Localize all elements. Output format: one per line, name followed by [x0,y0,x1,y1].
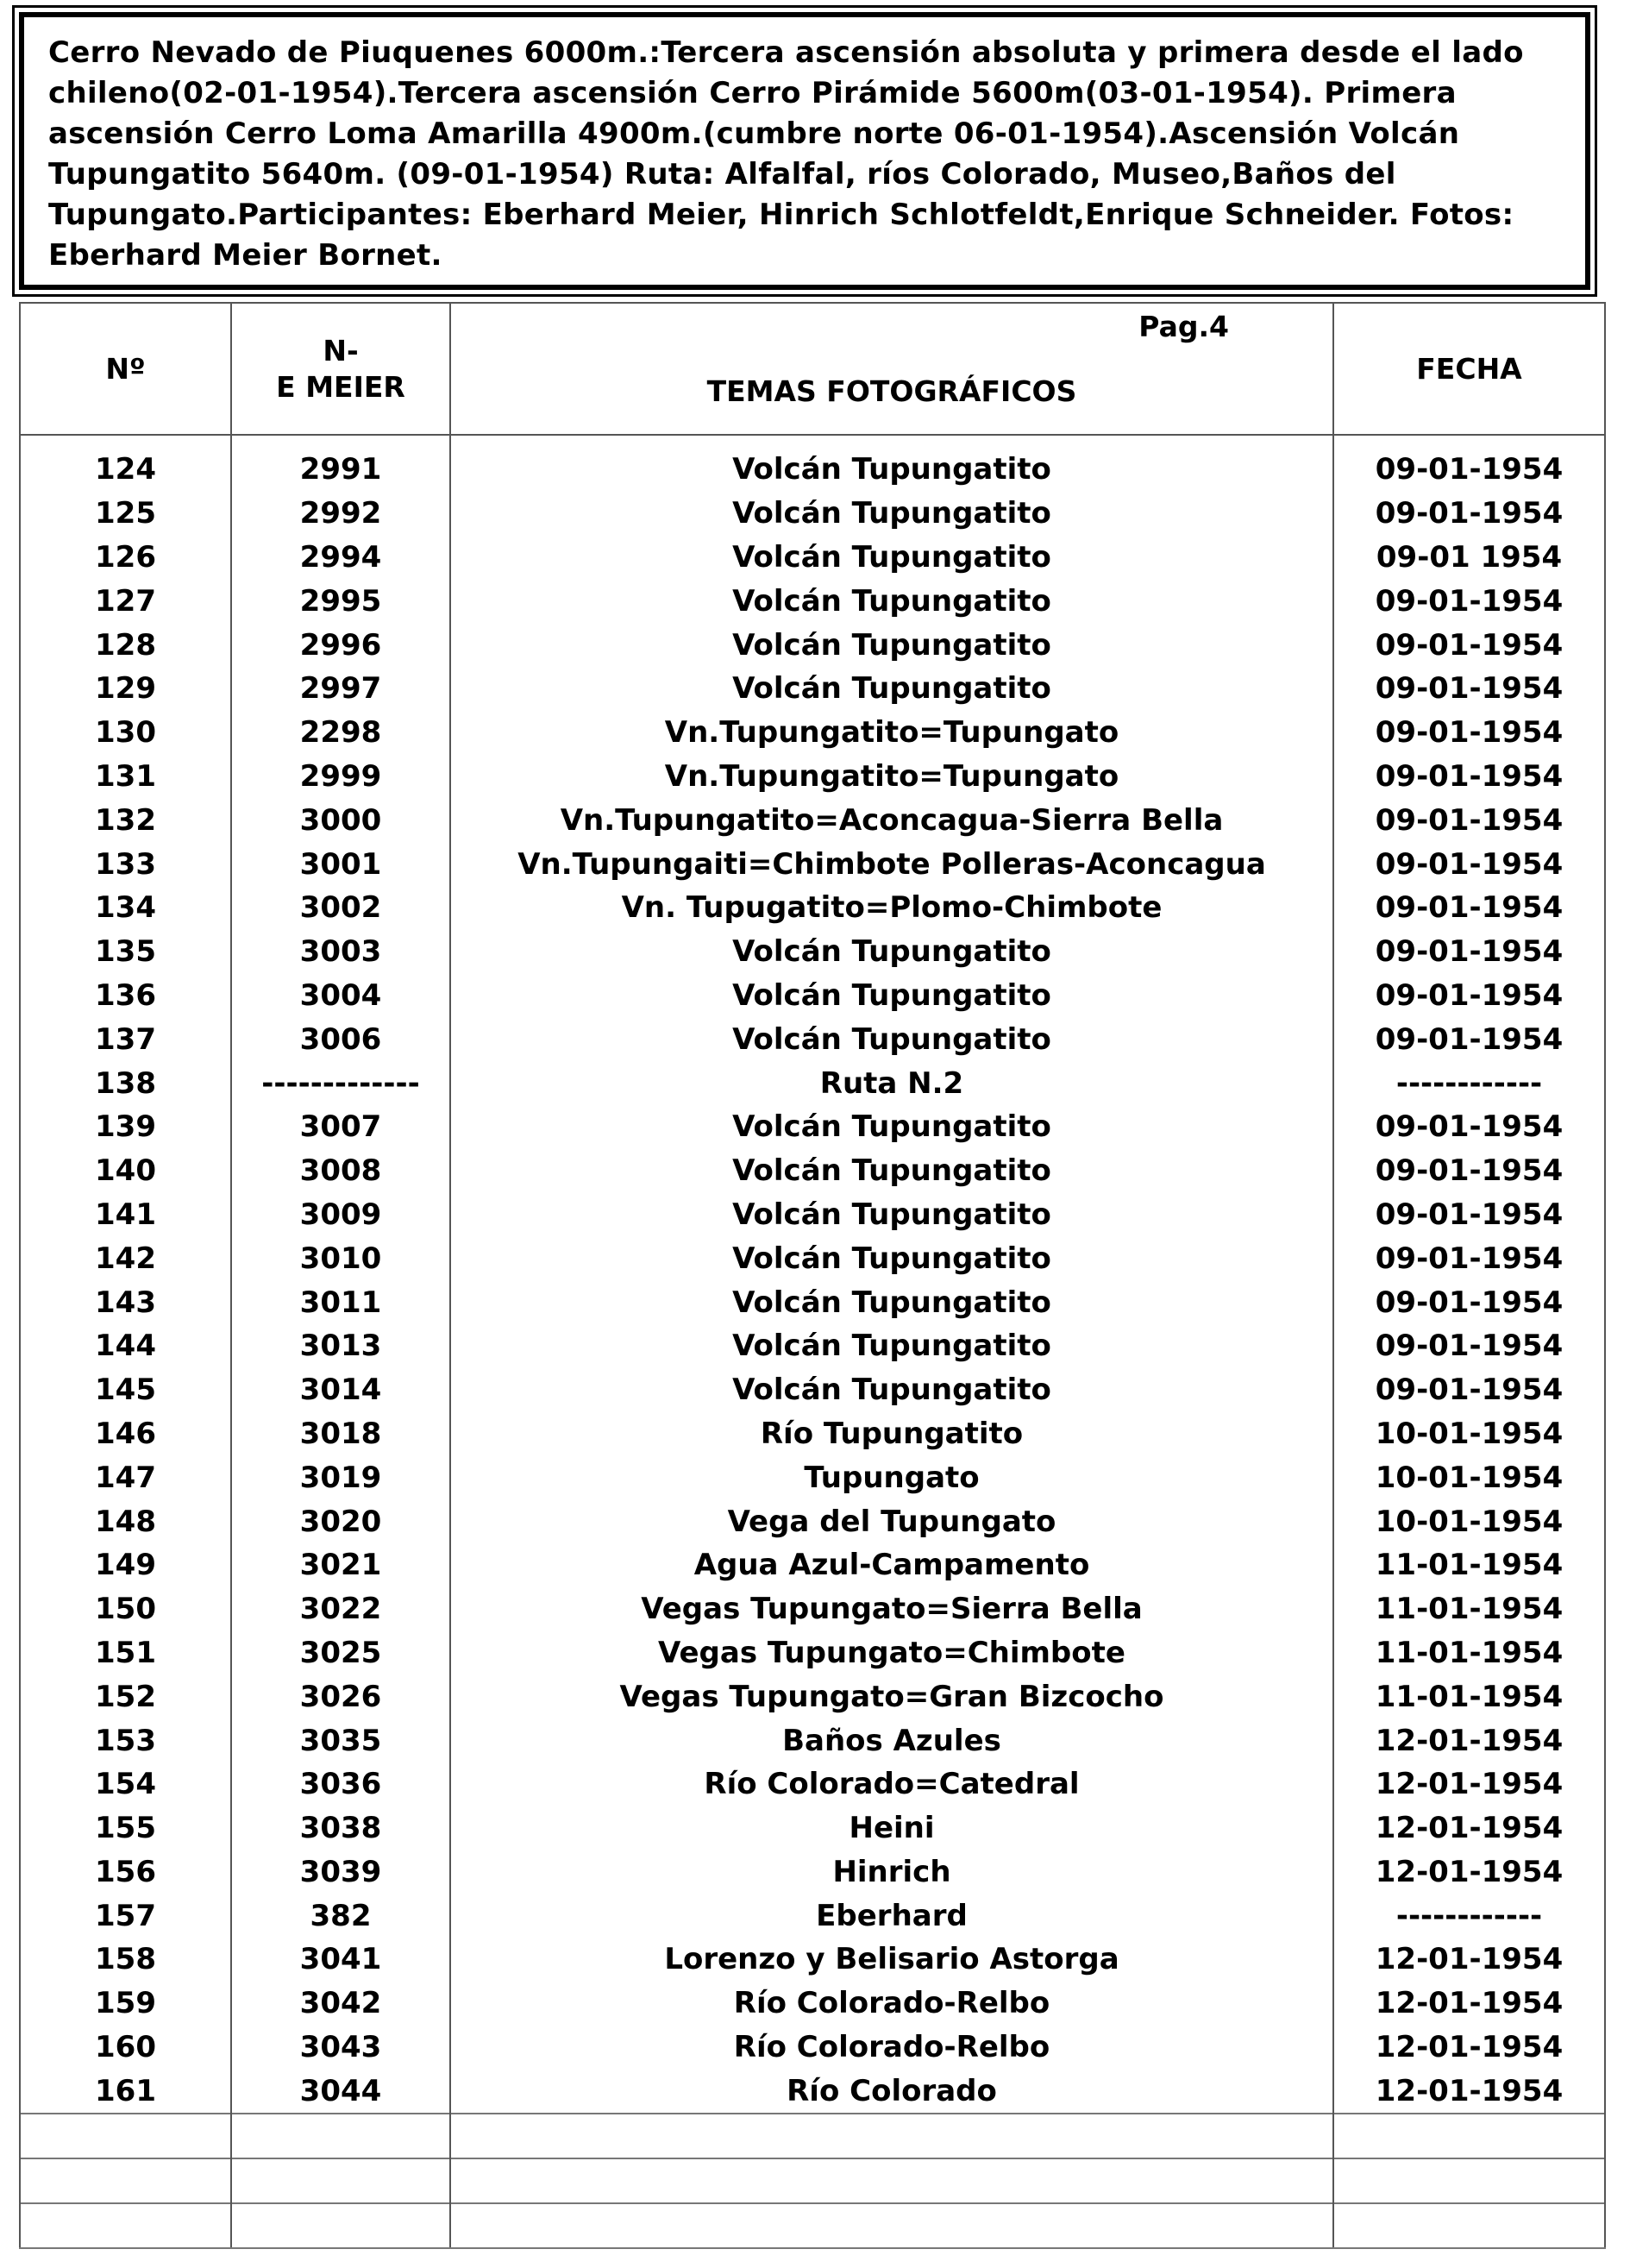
cell-meier-number: 3013 [231,1324,450,1368]
cell-no: 135 [20,930,231,974]
cell-meier-number: 3011 [231,1280,450,1324]
cell-meier-number: 2999 [231,755,450,799]
cell-tema: Vegas Tupungato=Gran Bizcocho [450,1674,1333,1718]
cell-tema: Vn.Tupungatito=Tupungato [450,711,1333,755]
header-line: Tupungatito 5640m. (09-01-1954) Ruta: Alfalfal, ríos Colorado, Museo,Baños del [48,157,1396,192]
cell-tema: Río Colorado-Relbo [450,2026,1333,2070]
header-line: Cerro Nevado de Piuquenes 6000m.:Tercera ascensión absoluta y primera desde el lado [48,35,1524,70]
empty-cell [20,2114,231,2158]
cell-fecha: 12-01-1954 [1333,1762,1605,1806]
cell-no: 147 [20,1455,231,1499]
empty-cell [20,2203,231,2248]
cell-tema: Volcán Tupungatito [450,1149,1333,1193]
table-row [20,1236,1605,1280]
table-row [20,930,1605,974]
empty-cell [231,2114,450,2158]
table-header-row [20,303,1605,435]
table-header [20,303,1605,435]
table-row [20,711,1605,755]
empty-table-row [20,2203,1605,2248]
column-header-temas-label: TEMAS FOTOGRÁFICOS [706,374,1077,408]
cell-no: 127 [20,579,231,623]
table-row [20,1674,1605,1718]
cell-no: 159 [20,1982,231,2026]
cell-meier-number: 2992 [231,492,450,536]
header-line: ascensión Cerro Loma Amarilla 4900m.(cumbre norte 06-01-1954).Ascensión Volcán [48,116,1460,151]
cell-fecha: 09-01-1954 [1333,755,1605,799]
cell-no: 148 [20,1499,231,1543]
spacer-cell [20,435,231,448]
cell-no: 145 [20,1368,231,1412]
cell-tema: Volcán Tupungatito [450,667,1333,711]
cell-no: 134 [20,886,231,930]
cell-no: 126 [20,536,231,580]
table-row [20,1543,1605,1587]
table-row [20,1455,1605,1499]
table-row [20,667,1605,711]
table-row [20,448,1605,492]
cell-no: 124 [20,448,231,492]
cell-fecha: 09-01-1954 [1333,448,1605,492]
empty-cell [231,2203,450,2248]
table-row [20,1412,1605,1456]
column-header-fecha: FECHA [1333,303,1605,435]
cell-tema: Volcán Tupungatito [450,536,1333,580]
cell-fecha: 11-01-1954 [1333,1543,1605,1587]
cell-fecha: 09-01-1954 [1333,1280,1605,1324]
cell-fecha: 11-01-1954 [1333,1587,1605,1631]
header-description [48,33,1563,276]
spacer-cell [450,435,1333,448]
cell-no: 143 [20,1280,231,1324]
cell-tema: Volcán Tupungatito [450,1236,1333,1280]
table-row [20,1105,1605,1149]
cell-tema: Volcán Tupungatito [450,1280,1333,1324]
table-row [20,1894,1605,1938]
cell-meier-number: 3003 [231,930,450,974]
cell-tema: Volcán Tupungatito [450,930,1333,974]
table-row [20,1061,1605,1105]
cell-no: 130 [20,711,231,755]
cell-meier-number: 3014 [231,1368,450,1412]
cell-fecha: 12-01-1954 [1333,1850,1605,1894]
cell-tema: Heini [450,1806,1333,1850]
cell-tema: Vn.Tupungatito=Tupungato [450,755,1333,799]
spacer-cell [1333,435,1605,448]
table-row [20,1806,1605,1850]
column-header-no: Nº [20,303,231,435]
cell-tema: Vega del Tupungato [450,1499,1333,1543]
cell-meier-number: 2995 [231,579,450,623]
cell-tema: Vn.Tupungaiti=Chimbote Polleras-Aconcagua [450,842,1333,886]
column-header-meier [231,303,450,435]
cell-tema: Volcán Tupungatito [450,1193,1333,1237]
table-row [20,798,1605,842]
cell-fecha: 09-01-1954 [1333,886,1605,930]
table-row [20,1631,1605,1675]
cell-no: 144 [20,1324,231,1368]
table-row [20,1324,1605,1368]
cell-tema: Río Tupungatito [450,1412,1333,1456]
cell-fecha: 09-01-1954 [1333,711,1605,755]
table-row [20,1938,1605,1982]
cell-fecha: 09-01-1954 [1333,492,1605,536]
cell-meier-number: 3020 [231,1499,450,1543]
cell-meier-number: 3004 [231,974,450,1018]
table-row [20,1017,1605,1061]
cell-tema: Baños Azules [450,1718,1333,1762]
cell-tema: Volcán Tupungatito [450,1368,1333,1412]
cell-meier-number: 2996 [231,623,450,667]
cell-no: 157 [20,1894,231,1938]
table-row [20,974,1605,1018]
cell-meier-number: 3006 [231,1017,450,1061]
cell-meier-number: 3007 [231,1105,450,1149]
cell-fecha: 12-01-1954 [1333,1982,1605,2026]
cell-tema: Lorenzo y Belisario Astorga [450,1938,1333,1982]
empty-table-row [20,2158,1605,2203]
cell-meier-number: 3038 [231,1806,450,1850]
cell-fecha: 09-01-1954 [1333,579,1605,623]
cell-meier-number: 3035 [231,1718,450,1762]
table-row [20,1850,1605,1894]
empty-cell [450,2203,1333,2248]
column-header-meier-line1: N- [323,333,359,368]
cell-fecha: 12-01-1954 [1333,1938,1605,1982]
cell-no: 160 [20,2026,231,2070]
cell-no: 133 [20,842,231,886]
header-box [19,12,1590,290]
cell-fecha: 12-01-1954 [1333,2069,1605,2114]
empty-cell [450,2114,1333,2158]
cell-tema: Ruta N.2 [450,1061,1333,1105]
cell-tema: Vegas Tupungato=Chimbote [450,1631,1333,1675]
table-row [20,1587,1605,1631]
cell-no: 142 [20,1236,231,1280]
cell-no: 155 [20,1806,231,1850]
cell-no: 153 [20,1718,231,1762]
cell-meier-number: 3008 [231,1149,450,1193]
table-row [20,886,1605,930]
cell-meier-number: 3043 [231,2026,450,2070]
table-row [20,579,1605,623]
cell-fecha: 09-01-1954 [1333,1149,1605,1193]
empty-cell [20,2158,231,2203]
table-row [20,492,1605,536]
cell-tema: Volcán Tupungatito [450,1017,1333,1061]
cell-tema: Río Colorado [450,2069,1333,2114]
cell-meier-number: 3021 [231,1543,450,1587]
cell-tema: Volcán Tupungatito [450,448,1333,492]
cell-fecha: 09-01-1954 [1333,667,1605,711]
cell-meier-number: 3001 [231,842,450,886]
cell-meier-number: 3022 [231,1587,450,1631]
cell-no: 132 [20,798,231,842]
table-row [20,2069,1605,2114]
cell-fecha: 09-01-1954 [1333,842,1605,886]
table-row [20,1149,1605,1193]
cell-fecha: 12-01-1954 [1333,1806,1605,1850]
cell-tema: Tupungato [450,1455,1333,1499]
cell-meier-number: 3036 [231,1762,450,1806]
table-spacer-row [20,435,1605,448]
cell-meier-number: 3018 [231,1412,450,1456]
cell-tema: Volcán Tupungatito [450,623,1333,667]
cell-fecha: 09-01-1954 [1333,1193,1605,1237]
cell-no: 152 [20,1674,231,1718]
cell-meier-number: 2997 [231,667,450,711]
cell-meier-number: 3042 [231,1982,450,2026]
cell-fecha: 09-01 1954 [1333,536,1605,580]
empty-table-row [20,2114,1605,2158]
page-number: Pag.4 [1138,310,1229,343]
cell-meier-number: ------------- [231,1061,450,1105]
cell-meier-number: 3039 [231,1850,450,1894]
cell-no: 154 [20,1762,231,1806]
empty-cell [450,2158,1333,2203]
cell-meier-number: 382 [231,1894,450,1938]
cell-tema: Volcán Tupungatito [450,579,1333,623]
spacer-cell [231,435,450,448]
cell-no: 136 [20,974,231,1018]
cell-no: 149 [20,1543,231,1587]
header-line: Tupungato.Participantes: Eberhard Meier, Hinrich Schlotfeldt,Enrique Schneider. Fotos: [48,198,1514,232]
cell-fecha: 10-01-1954 [1333,1412,1605,1456]
table-row [20,1982,1605,2026]
cell-tema: Vn.Tupungatito=Aconcagua-Sierra Bella [450,798,1333,842]
cell-no: 141 [20,1193,231,1237]
empty-cell [1333,2203,1605,2248]
table-row [20,842,1605,886]
cell-meier-number: 3026 [231,1674,450,1718]
cell-meier-number: 3002 [231,886,450,930]
cell-meier-number: 3010 [231,1236,450,1280]
table-row [20,1193,1605,1237]
cell-fecha: 09-01-1954 [1333,798,1605,842]
cell-tema: Vn. Tupugatito=Plomo-Chimbote [450,886,1333,930]
cell-tema: Volcán Tupungatito [450,1105,1333,1149]
header-line: Eberhard Meier Bornet. [48,238,442,273]
cell-no: 158 [20,1938,231,1982]
column-header-meier-line2: E MEIER [276,369,405,404]
cell-meier-number: 2298 [231,711,450,755]
cell-meier-number: 2994 [231,536,450,580]
cell-tema: Vegas Tupungato=Sierra Bella [450,1587,1333,1631]
cell-no: 138 [20,1061,231,1105]
empty-cell [1333,2114,1605,2158]
cell-tema: Volcán Tupungatito [450,974,1333,1018]
cell-fecha: 09-01-1954 [1333,1368,1605,1412]
cell-fecha: 09-01-1954 [1333,930,1605,974]
cell-fecha: 09-01-1954 [1333,623,1605,667]
cell-fecha: 12-01-1954 [1333,1718,1605,1762]
table-body [20,435,1605,2248]
cell-tema: Agua Azul-Campamento [450,1543,1333,1587]
table-row [20,1499,1605,1543]
cell-no: 128 [20,623,231,667]
cell-no: 156 [20,1850,231,1894]
cell-fecha: 11-01-1954 [1333,1631,1605,1675]
table-row [20,536,1605,580]
cell-fecha: 09-01-1954 [1333,1105,1605,1149]
cell-no: 150 [20,1587,231,1631]
cell-tema: Río Colorado-Relbo [450,1982,1333,2026]
cell-fecha: 11-01-1954 [1333,1674,1605,1718]
table-row [20,2026,1605,2070]
cell-fecha: ------------ [1333,1894,1605,1938]
cell-meier-number: 2991 [231,448,450,492]
empty-cell [231,2158,450,2203]
empty-cell [1333,2158,1605,2203]
cell-no: 151 [20,1631,231,1675]
cell-fecha: 10-01-1954 [1333,1499,1605,1543]
cell-meier-number: 3044 [231,2069,450,2114]
cell-meier-number: 3019 [231,1455,450,1499]
table-row [20,1718,1605,1762]
cell-tema: Volcán Tupungatito [450,492,1333,536]
cell-no: 131 [20,755,231,799]
cell-fecha: 09-01-1954 [1333,1017,1605,1061]
cell-no: 137 [20,1017,231,1061]
photo-table [19,302,1606,2249]
cell-fecha: ------------ [1333,1061,1605,1105]
cell-no: 140 [20,1149,231,1193]
column-header-temas [450,303,1333,435]
cell-meier-number: 3009 [231,1193,450,1237]
cell-tema: Eberhard [450,1894,1333,1938]
table-row [20,755,1605,799]
header-line: chileno(02-01-1954).Tercera ascensión Cerro Pirámide 5600m(03-01-1954). Primera [48,76,1457,110]
cell-fecha: 10-01-1954 [1333,1455,1605,1499]
cell-meier-number: 3000 [231,798,450,842]
cell-fecha: 09-01-1954 [1333,974,1605,1018]
cell-tema: Río Colorado=Catedral [450,1762,1333,1806]
cell-fecha: 09-01-1954 [1333,1324,1605,1368]
cell-no: 129 [20,667,231,711]
table-row [20,1280,1605,1324]
cell-no: 161 [20,2069,231,2114]
cell-no: 125 [20,492,231,536]
cell-fecha: 12-01-1954 [1333,2026,1605,2070]
table-row [20,623,1605,667]
table-row [20,1762,1605,1806]
cell-meier-number: 3041 [231,1938,450,1982]
cell-no: 139 [20,1105,231,1149]
cell-no: 146 [20,1412,231,1456]
cell-tema: Volcán Tupungatito [450,1324,1333,1368]
cell-fecha: 09-01-1954 [1333,1236,1605,1280]
table-row [20,1368,1605,1412]
cell-tema: Hinrich [450,1850,1333,1894]
cell-meier-number: 3025 [231,1631,450,1675]
